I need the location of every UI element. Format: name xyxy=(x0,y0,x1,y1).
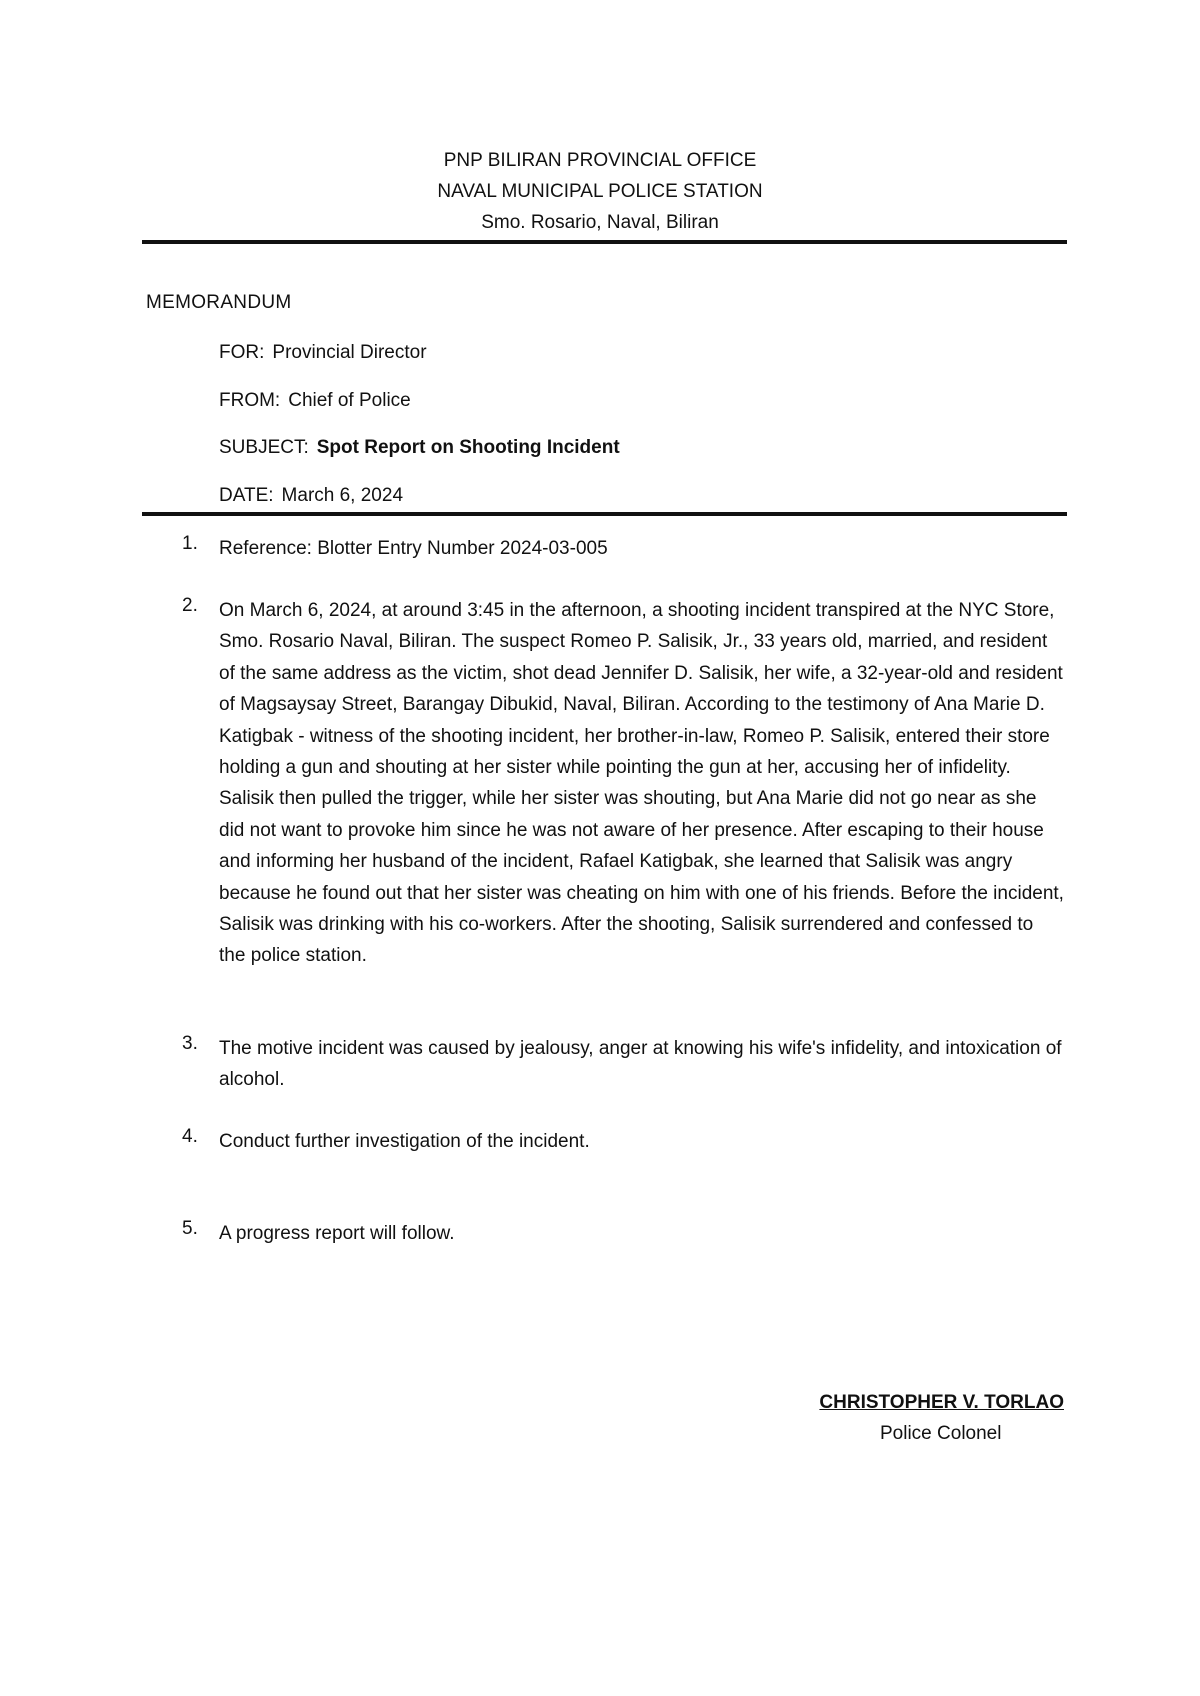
item-number: 4. xyxy=(182,1126,198,1147)
memo-for-line xyxy=(219,342,427,364)
item-number: 2. xyxy=(182,595,198,616)
date-value: March 6, 2024 xyxy=(281,485,404,506)
signatory-name: CHRISTOPHER V. TORLAO xyxy=(819,1392,1064,1413)
for-label: FOR: xyxy=(219,342,265,363)
memo-divider xyxy=(142,512,1067,516)
item-text: A progress report will follow. xyxy=(219,1223,455,1244)
item-text: On March 6, 2024, at around 3:45 in the afternoon, a shooting incident transpired at the NYC Store, Smo. Rosario Naval, Biliran. The suspect Romeo P. Salisik, Jr., 33 years old, married, and resident of the same address as the victim, shot dead Jennifer D. Salisik, her wife, a 32-year-old and resident of Magsaysay Street, Barangay Dibukid, Naval, Biliran. According to the testimony of Ana Marie D. Katigbak - witness of the shooting incident, her brother-in-law, Romeo P. Salisik, entered their store holding a gun and shouting at her sister while pointing the gun at her, accusing her of infidelity. Salisik then pulled the trigger, while her sister was shouting, but Ana Marie did not go near as she did not want to provoke him since he was not aware of her presence. After escaping to their house and informing her husband of the incident, Rafael Katigbak, she learned that Salisik was angry because he found out that her sister was cheating on him with one of his friends. Before the incident, Salisik was drinking with his co-workers. After the shooting, Salisik surrendered and confessed to the police station. xyxy=(219,600,1064,967)
memo-from-line xyxy=(219,390,411,412)
letterhead-address: Smo. Rosario, Naval, Biliran xyxy=(481,212,719,233)
item-text: Reference: Blotter Entry Number 2024-03-005 xyxy=(219,538,608,559)
memo-date-line xyxy=(219,485,403,507)
item-number: 3. xyxy=(182,1033,198,1054)
memo-subject-line xyxy=(219,437,620,459)
item-text: The motive incident was caused by jealousy, anger at knowing his wife's infidelity, and intoxication of alcohol. xyxy=(219,1038,1062,1091)
header-divider xyxy=(142,240,1067,244)
letterhead-station: NAVAL MUNICIPAL POLICE STATION xyxy=(437,181,763,202)
item-text: Conduct further investigation of the incident. xyxy=(219,1131,590,1152)
from-label: FROM: xyxy=(219,390,281,411)
from-value: Chief of Police xyxy=(288,390,411,411)
letterhead xyxy=(0,145,1200,238)
item-number: 5. xyxy=(182,1218,198,1239)
subject-value: Spot Report on Shooting Incident xyxy=(316,437,620,458)
signatory-rank: Police Colonel xyxy=(880,1423,1002,1444)
date-label: DATE: xyxy=(219,485,274,506)
item-number: 1. xyxy=(182,533,198,554)
subject-label: SUBJECT: xyxy=(219,437,309,458)
memo-title: MEMORANDUM xyxy=(146,292,292,313)
signature-block xyxy=(800,1392,1070,1445)
for-value: Provincial Director xyxy=(272,342,427,363)
letterhead-office: PNP BILIRAN PROVINCIAL OFFICE xyxy=(443,150,757,171)
